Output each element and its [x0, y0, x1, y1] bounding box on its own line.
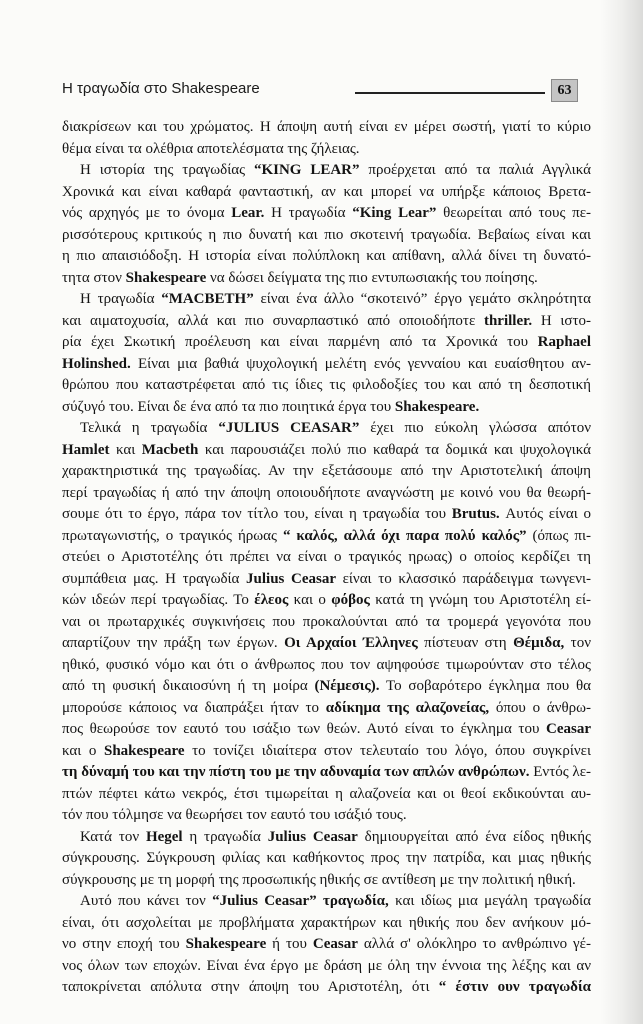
text-run: ρισσότερους κριτικούς η πιο δυνατή και πιο σκοτεινή τραγωδία. Βεβαίως είναι και: [62, 226, 591, 243]
text-run: ρία έχει Σκωτική προέλευση και είναι παρμένη από τα Χρονικά του: [62, 334, 538, 350]
text-run: τόν που τόλμησε να θεωρήσει τον εαυτό του ισάξιό τους.: [62, 807, 407, 823]
bold-text-run: Shakespeare.: [394, 398, 480, 415]
text-line: [62, 375, 591, 397]
text-run: να δώσει δείγματα της πιο εντυπωσιακής του ποίησης.: [206, 269, 538, 286]
text-line: [62, 934, 591, 956]
text-line: [62, 655, 591, 677]
bold-text-run: (Νέμεσις).: [314, 678, 380, 694]
text-run: η πιο απαισιόδοξη. Η ιστορία είναι πολύπλοκη και απίθανη, αλλά δίνει τη δυνατό-: [62, 248, 591, 264]
bold-text-run: “ έστιν ουν τραγωδία: [438, 979, 591, 995]
text-run: θέμα είναι τα ολέθρια αποτελέσματα της ζήλειας.: [62, 140, 360, 157]
text-run: κών ιδεών περί τραγωδίας. Το: [62, 592, 255, 608]
bold-text-run: Julius Ceasar: [267, 828, 358, 845]
text-run: αλλά σ' ολόκληρο το ανθρώπινο γέ-: [357, 936, 591, 952]
text-line: [62, 332, 591, 354]
paragraph: [62, 117, 591, 160]
text-line: [62, 547, 591, 569]
text-run: νο στην εποχή του: [62, 936, 186, 952]
bold-text-run: “King Lear”: [352, 205, 437, 221]
text-run: συμπάθεια μας. Η τραγωδία: [62, 570, 247, 587]
bold-text-run: τη δύναμή του και την πίστη του με την αδυναμία των απλών ανθρώπων.: [62, 764, 530, 780]
text-run: ταποκρίνεται απόλυτα στην άποψη του Αριστοτέλη, ότι: [62, 979, 439, 995]
text-run: στεύει ο Αριστοτέλης ότι πρέπει να είναι ο τραγικός ηρωας) ο οποίος κερδίζει τη: [62, 549, 591, 565]
text-line: [62, 504, 591, 526]
bold-text-run: Θέμιδα,: [513, 635, 565, 651]
text-line: [62, 483, 591, 505]
text-run: χαρακτηριστικά της τραγωδίας. Αν την εξετάσουμε από την Αριστοτελική άποψη: [62, 463, 591, 479]
paragraph: [62, 418, 591, 827]
bold-text-run: “MACBETH”: [161, 291, 254, 307]
bold-text-run: thriller.: [483, 312, 533, 329]
text-line: [62, 805, 591, 827]
text-run: τητα στον: [62, 269, 126, 286]
text-run: νός αρχηγός με το όνομα: [62, 205, 232, 221]
body-text: [62, 117, 591, 999]
bold-text-run: έλεος: [254, 592, 289, 608]
bold-text-run: φόβος: [331, 592, 370, 608]
text-run: θρώπου που καταστρέφεται από τις ίδιες τις φιλοδοξίες του και από τη δεσποτική: [62, 377, 591, 393]
text-run: περί τραγωδίας ή από την άποψη οποιουδήποτε αναγνώστη με κοινό νου θα θεωρή-: [62, 484, 591, 501]
text-line: [62, 461, 591, 483]
text-line: [62, 676, 591, 698]
text-run: Εντός λε-: [529, 764, 591, 780]
paragraph: [62, 891, 591, 999]
bold-text-run: Shakespeare: [103, 742, 185, 759]
text-run: είναι ένα άλλο “σκοτεινό” έργο γεμάτο σκληρότητα: [253, 291, 591, 307]
text-line: [62, 612, 591, 634]
page-number: 63: [551, 79, 578, 102]
text-line: [62, 225, 591, 247]
text-run: δημιουργείται από ένα είδος ηθικής: [357, 828, 591, 845]
text-run: κατά τη γνώμη του Αριστοτέλη εί-: [369, 592, 591, 608]
text-run: Η ιστορία της τραγωδίας: [80, 162, 254, 178]
text-line: [62, 139, 591, 161]
paragraph: [62, 289, 591, 418]
text-run: Αυτός είναι ο: [499, 506, 591, 522]
text-line: [62, 418, 591, 440]
text-run: Η τραγωδία: [80, 291, 162, 307]
text-line: [62, 891, 591, 913]
text-run: όπου ο άνθρω-: [489, 699, 591, 716]
text-line: [62, 590, 591, 612]
text-line: [62, 526, 591, 548]
text-run: θεωρείται από τους πε-: [436, 205, 591, 221]
text-run: Κατά τον: [80, 828, 146, 845]
text-line: [62, 956, 591, 978]
text-run: Χρονικά και είναι καθαρά φανταστική, αν και μπορεί να υπήρξε κάποιος Βρετα-: [62, 183, 591, 200]
bold-text-run: Holinshed.: [62, 355, 131, 372]
bold-text-run: Lear.: [231, 205, 265, 221]
running-head-rule: [355, 92, 545, 94]
bold-text-run: αδίκημα της αλαζονείας,: [325, 699, 490, 716]
running-head-title: Η τραγωδία στο Shakespeare: [62, 80, 260, 97]
text-run: σύγκρουσης με τη μορφή της προσωπικής ηθικής σε αντίθεση με την πολιτική ηθική.: [62, 871, 576, 888]
text-run: σύζυγό του. Είναι δε ένα από τα πιο ποιητικά έργα του: [62, 398, 395, 415]
text-run: και παρουσιάζει πολύ πιο καθαρά τα δομικά και ψυχολογικά: [198, 441, 591, 458]
text-run: ή του: [266, 936, 313, 952]
text-line: [62, 182, 591, 204]
text-line: [62, 719, 591, 741]
text-line: [62, 870, 591, 892]
bold-text-run: “JULIUS CEASAR”: [218, 420, 360, 436]
text-run: μπορούσε κάποιος να διαπράξει ήταν το: [62, 699, 326, 716]
text-run: (όπως πι-: [526, 527, 591, 544]
text-run: είναι, ότι ασχολείται με προβλήματα χαρακτήρων και ηθικής που δεν ανήκουν μό-: [62, 914, 591, 931]
text-run: Η τραγωδία: [264, 205, 353, 221]
text-run: προέρχεται από τα παλιά Αγγλικά: [359, 162, 591, 178]
text-run: Το σοβαρότερο έγκλημα που θα: [379, 678, 591, 694]
text-run: και ιδίως μια μεγάλη τραγωδία: [388, 893, 591, 909]
bold-text-run: “Julius Ceasar” τραγωδία,: [212, 893, 389, 909]
text-run: και: [109, 441, 142, 458]
text-run: πτών πέφτει κάτω νεκρός, έτσι τιμωρείται η αλαζονεία και οι θεοί εκδικούνται αυ-: [62, 785, 591, 802]
text-line: [62, 827, 591, 849]
text-run: και αιματοχυσία, αλλά και πιο συναρπαστικό από οποιοδήποτε: [62, 312, 484, 329]
text-run: από τη φυσική δικαιοσύνη ή τη μοίρα: [62, 678, 315, 694]
text-run: το τονίζει ιδιαίτερα στον τελευταίο του λόγο, όπου συγκρίνει: [184, 742, 591, 759]
paragraph: [62, 827, 591, 892]
text-line: [62, 741, 591, 763]
text-line: [62, 354, 591, 376]
bold-text-run: Raphael: [537, 334, 591, 350]
text-run: τον: [564, 635, 591, 651]
text-line: [62, 311, 591, 333]
bold-text-run: Shakespeare: [185, 936, 267, 952]
text-line: [62, 698, 591, 720]
bold-text-run: Shakespeare: [125, 269, 207, 286]
text-run: σύγκρουσης. Σύγκρουση φιλίας και καθήκοντος προς την πατρίδα, και μιας ηθικής: [62, 850, 591, 866]
bold-text-run: Julius Ceasar: [246, 570, 336, 587]
text-run: και ο: [288, 592, 332, 608]
text-run: σουμε ότι το έργο, πάρα τον τίτλο του, είναι η τραγωδία του: [62, 506, 452, 522]
text-line: [62, 117, 591, 139]
text-line: [62, 246, 591, 268]
text-run: Η ιστο-: [532, 312, 591, 329]
text-line: [62, 268, 591, 290]
text-run: νος όλων των εποχών. Είναι ένα έργο με δράση με όλη την έννοια της λέξης και αν: [62, 957, 591, 974]
text-line: [62, 397, 591, 419]
text-line: [62, 784, 591, 806]
text-run: Αυτό που κάνει τον: [80, 893, 213, 909]
text-run: Τελικά η τραγωδία: [80, 420, 219, 436]
text-run: έχει πιο εύκολη γλώσσα απότον: [359, 420, 591, 436]
text-line: [62, 440, 591, 462]
text-run: διακρίσεων και του χρώματος. Η άποψη αυτή είναι εν μέρει σωστή, γιατί το κύριο: [62, 119, 591, 135]
text-line: [62, 569, 591, 591]
bold-text-run: Ceasar: [546, 721, 591, 737]
text-line: [62, 203, 591, 225]
bold-text-run: Ceasar: [312, 936, 358, 952]
text-run: πίστευαν στη: [417, 635, 514, 651]
text-run: ηθικό, φυσικό νόμο και ότι ο άνθρωπος που τον αψηφούσε τιμωρούνταν στο τέλος: [62, 656, 591, 673]
bold-text-run: Hamlet: [62, 441, 110, 458]
text-run: απαρτίζουν την πράξη των έργων.: [62, 635, 285, 651]
text-run: πος θεωρούσε τον εαυτό του ισάξιο των θεών. Αυτό είναι το έγκλημα του: [62, 721, 546, 737]
bold-text-run: Οι Αρχαίοι Έλληνες: [284, 635, 418, 651]
bold-text-run: “ καλός, αλλά όχι παρα πολύ καλός”: [282, 527, 527, 544]
text-line: [62, 762, 591, 784]
text-run: και ο: [62, 742, 104, 759]
text-line: [62, 633, 591, 655]
text-run: Είναι μια βαθιά ψυχολογική μελέτη ενός γενναίου και ευαίσθητου αν-: [130, 355, 591, 372]
bold-text-run: “KING LEAR”: [253, 162, 360, 178]
bold-text-run: Macbeth: [141, 441, 199, 458]
text-line: [62, 160, 591, 182]
text-line: [62, 977, 591, 999]
bold-text-run: Hegel: [145, 828, 183, 845]
text-run: είναι το κλασσικό παράδειγμα τωνγενι-: [335, 570, 591, 587]
bold-text-run: Brutus.: [451, 506, 500, 522]
text-run: πρωταγωνιστής, ο τραγικός ήρωας: [62, 527, 283, 544]
text-line: [62, 848, 591, 870]
text-line: [62, 913, 591, 935]
text-run: ναι οι πρωταρχικές συγκινήσεις που προκαλούνται από τα τρομερά γεγονότα που: [62, 613, 591, 630]
paragraph: [62, 160, 591, 289]
text-run: η τραγωδία: [182, 828, 268, 845]
text-line: [62, 289, 591, 311]
